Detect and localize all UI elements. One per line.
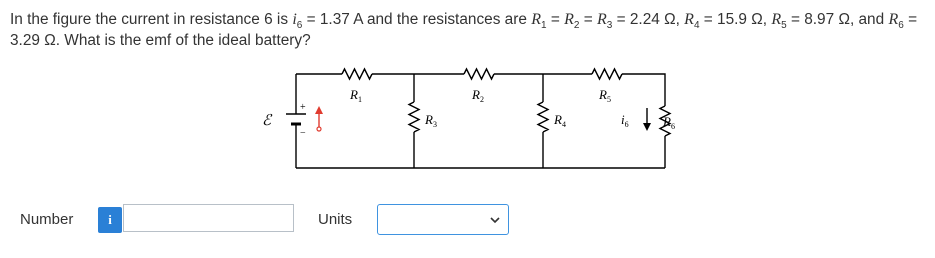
info-icon[interactable]: i [98,207,122,233]
resistor-r4 [538,102,548,132]
resistor-r5 [592,69,622,79]
label-r1: $R_1$ [350,87,362,104]
number-label: Number [20,211,74,228]
units-select[interactable] [377,204,509,235]
resistor-r2 [464,69,494,79]
emf-symbol: ℰ [262,113,272,129]
label-r3: $R_3$ [425,112,437,129]
resistor-r3 [409,102,419,132]
question-text: In the figure the current in resistance 6 is $i_6 = 1.37$ A and the resistances are $R_1 = R_2 = R_3 = 2.24$ Ω, $R_4 = 15.9$ Ω, $R_5 = 8.97$ Ω, and $R_6 = 3.29$ Ω. What is the emf of the ideal battery? [10,11,918,49]
battery-plus-sign: + [300,102,306,113]
battery-minus-sign: − [300,128,306,139]
resistor-r1 [342,69,372,79]
units-label: Units [318,211,353,228]
label-r2: $R_2$ [472,87,484,104]
emf-arrow-icon [315,106,323,131]
number-input[interactable] [123,204,294,232]
label-r5: $R_5$ [599,87,611,104]
chevron-down-icon [490,215,500,225]
wire-top-right [622,74,665,106]
label-i6: $i_6$ [621,112,629,129]
label-r6: $R_6$ [663,114,675,131]
label-r4: $R_4$ [554,112,566,129]
current-arrow-icon [643,108,651,131]
circuit-diagram [250,62,680,178]
